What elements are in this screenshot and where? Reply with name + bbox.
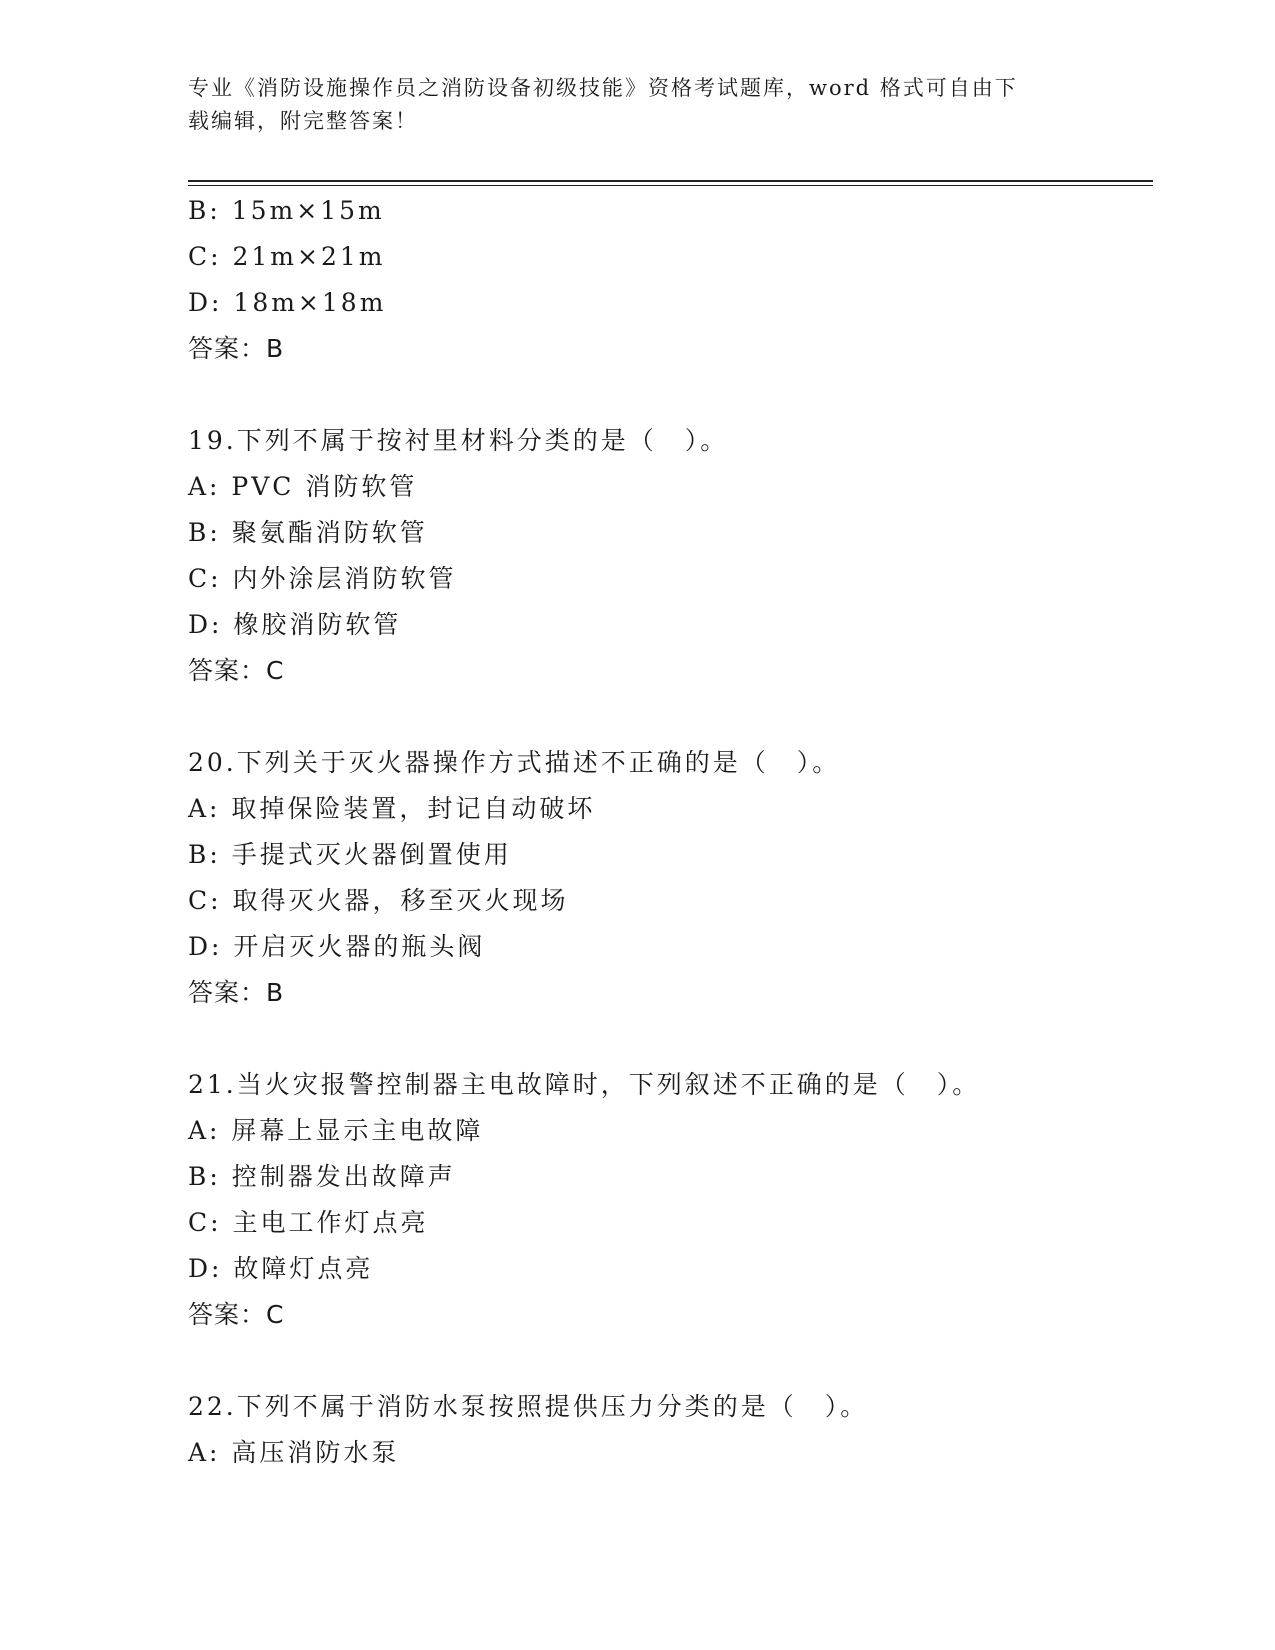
option-d: D: 橡胶消防软管 bbox=[188, 610, 402, 639]
answer-line: 答案：B bbox=[188, 334, 285, 363]
spacer bbox=[188, 694, 1153, 740]
option-d: D: 故障灯点亮 bbox=[188, 1254, 374, 1283]
option-c: C: 取得灭火器，移至灭火现场 bbox=[188, 886, 569, 915]
header-divider-thick bbox=[188, 180, 1153, 182]
option-b: B: 手提式灭火器倒置使用 bbox=[188, 840, 512, 869]
question-content bbox=[188, 188, 1153, 1476]
option-b: B: 15m×15m bbox=[188, 196, 385, 225]
spacer bbox=[188, 1338, 1153, 1384]
document-header bbox=[188, 72, 1068, 138]
header-line-1: 专业《消防设施操作员之消防设备初级技能》资格考试题库，word 格式可自由下 bbox=[188, 76, 1018, 100]
option-d: D: 18m×18m bbox=[188, 288, 387, 317]
option-a: A: 高压消防水泵 bbox=[188, 1438, 400, 1467]
question-stem: 21.当火灾报警控制器主电故障时，下列叙述不正确的是（ ）。 bbox=[188, 1070, 981, 1099]
option-b: B: 控制器发出故障声 bbox=[188, 1162, 456, 1191]
option-c: C: 21m×21m bbox=[188, 242, 386, 271]
partial-question bbox=[188, 188, 1153, 372]
option-b: B: 聚氨酯消防软管 bbox=[188, 518, 428, 547]
option-a: A: 屏幕上显示主电故障 bbox=[188, 1116, 484, 1145]
answer-line: 答案：C bbox=[188, 656, 285, 685]
spacer bbox=[188, 372, 1153, 418]
header-line-2: 载编辑，附完整答案！ bbox=[188, 109, 418, 133]
answer-line: 答案：B bbox=[188, 978, 285, 1007]
question-22 bbox=[188, 1384, 1153, 1476]
question-19 bbox=[188, 418, 1153, 694]
question-stem: 19.下列不属于按衬里材料分类的是（ ）。 bbox=[188, 426, 729, 455]
option-c: C: 主电工作灯点亮 bbox=[188, 1208, 429, 1237]
question-20 bbox=[188, 740, 1153, 1016]
question-21 bbox=[188, 1062, 1153, 1338]
option-d: D: 开启灭火器的瓶头阀 bbox=[188, 932, 486, 961]
question-stem: 20.下列关于灭火器操作方式描述不正确的是（ ）。 bbox=[188, 748, 841, 777]
option-c: C: 内外涂层消防软管 bbox=[188, 564, 457, 593]
question-stem: 22.下列不属于消防水泵按照提供压力分类的是（ ）。 bbox=[188, 1392, 869, 1421]
option-a: A: 取掉保险装置，封记自动破坏 bbox=[188, 794, 596, 823]
spacer bbox=[188, 1016, 1153, 1062]
answer-line: 答案：C bbox=[188, 1300, 285, 1329]
option-a: A: PVC 消防软管 bbox=[188, 472, 418, 501]
header-divider-thin bbox=[188, 185, 1153, 186]
